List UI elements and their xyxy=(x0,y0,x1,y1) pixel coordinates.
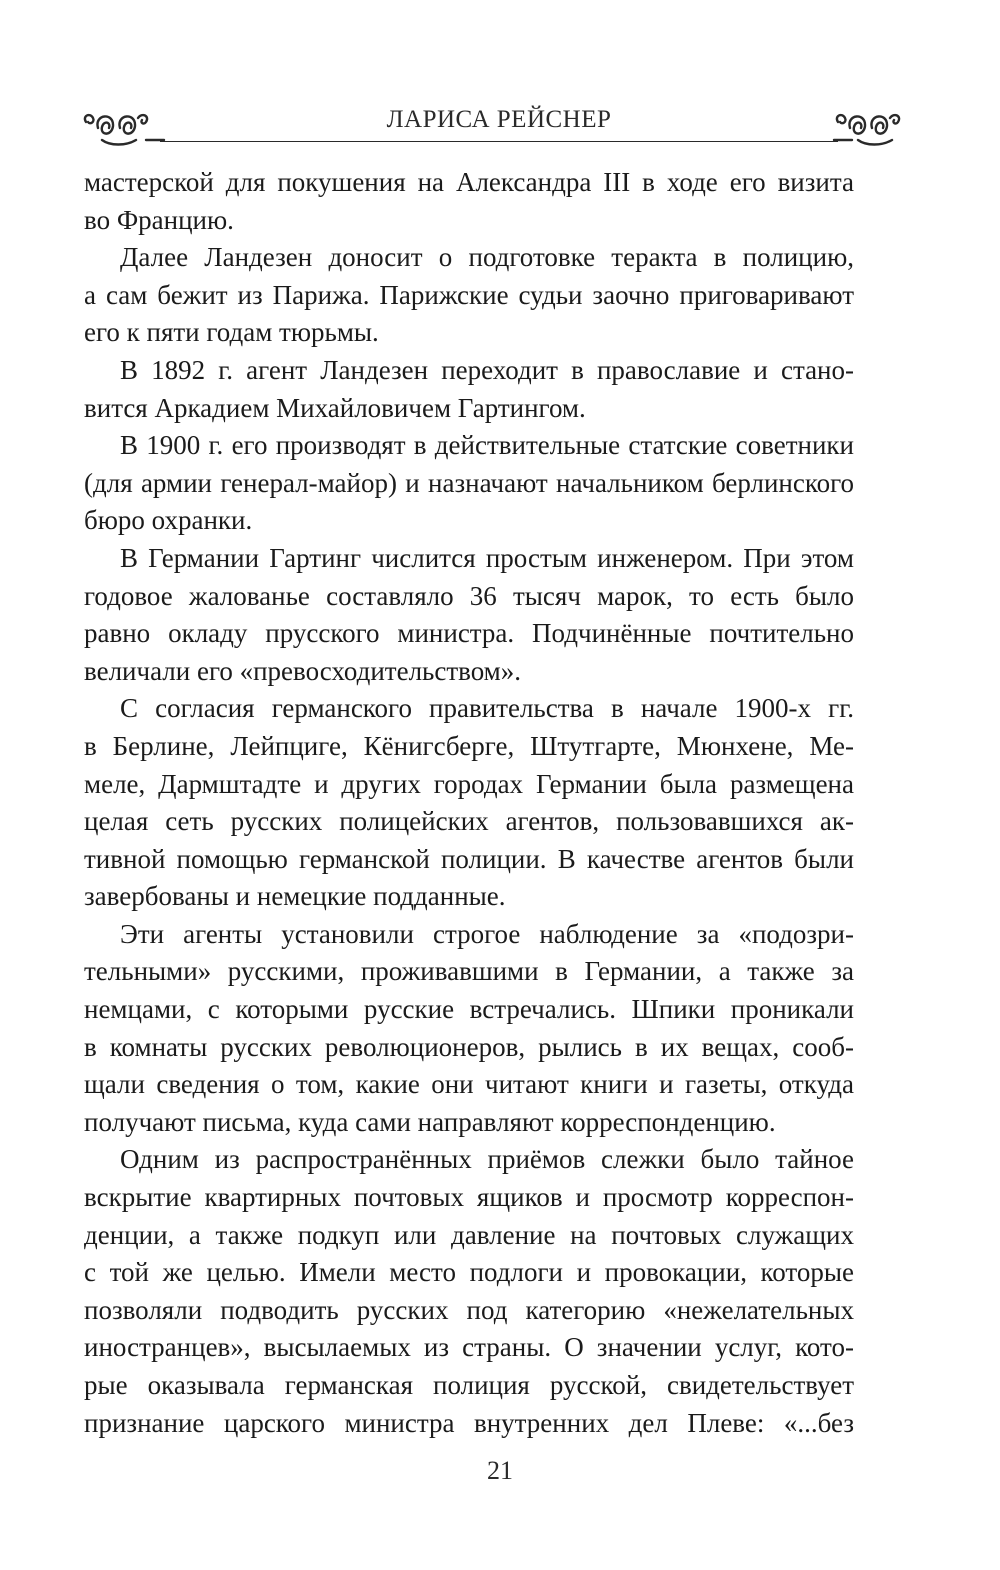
text-line: завербованы и немецкие подданные. xyxy=(84,881,506,912)
text-line: позволяли подводить русских под категорию «нежелательных xyxy=(84,1294,854,1325)
text-line: меле, Дармштадте и других городах Германии была размещена xyxy=(84,768,854,799)
text-line: рые оказывала германская полиция русской, свидетельствует xyxy=(84,1370,854,1400)
text-line: щали сведения о том, какие они читают книги и газеты, откуда xyxy=(84,1069,854,1100)
running-title: ЛАРИСА РЕЙСНЕР xyxy=(386,106,612,133)
text-line: В 1892 г. агент Ландезен переходит в православие и стано- xyxy=(120,354,854,385)
text-line: тельными» русскими, проживавшими в Германии, а также за xyxy=(84,956,854,987)
text-line: годовое жалованье составляло 36 тысяч марок, то есть было xyxy=(84,580,854,611)
text-line: признание царского министра внутренних дел Плеве: «...без xyxy=(84,1407,854,1438)
text-line: тивной помощью германской полиции. В качестве агентов были xyxy=(84,843,854,874)
text-line: получают письма, куда сами направляют корреспонденцию. xyxy=(84,1106,776,1137)
text-line: мастерской для покушения на Александра III в ходе его визита xyxy=(84,167,854,197)
text-line: В 1900 г. его производят в действительные статские советники xyxy=(120,430,854,461)
text-line: равно окладу прусского министра. Подчинённые почтительно xyxy=(84,618,854,649)
text-line: в комнаты русских революционеров, рылись в их вещах, сооб- xyxy=(84,1031,854,1062)
text-line: величали его «превосходительством». xyxy=(84,655,522,686)
text-line: бюро охранки. xyxy=(84,505,253,536)
text-line: в Берлине, Лейпциге, Кёнигсберге, Штутгарте, Мюнхене, Ме- xyxy=(84,730,854,761)
text-line: целая сеть русских полицейских агентов, пользовавшихся ак- xyxy=(84,806,854,837)
text-line: во Францию. xyxy=(84,204,234,235)
page-number: 21 xyxy=(487,1456,513,1485)
text-line: вится Аркадием Михайловичем Гартингом. xyxy=(84,392,586,423)
text-line: а сам бежит из Парижа. Парижские судьи заочно приговаривают xyxy=(84,279,854,310)
text-line: немцами, с которыми русские встречались. Шпики проникали xyxy=(84,994,854,1025)
text-line: Далее Ландезен доносит о подготовке теракта в полицию, xyxy=(120,242,854,273)
body-text xyxy=(84,164,854,1442)
running-header xyxy=(80,100,918,160)
text-line: В Германии Гартинг числится простым инженером. При этом xyxy=(120,542,854,573)
text-line: С согласия германского правительства в начале 1900-х гг. xyxy=(120,693,854,724)
text-line: Эти агенты установили строгое наблюдение за «подозри- xyxy=(120,918,854,949)
text-line: (для армии генерал-майор) и назначают начальником берлинского xyxy=(84,467,854,498)
ornament-right-icon xyxy=(832,106,918,150)
text-line: вскрытие квартирных почтовых ящиков и просмотр корреспон- xyxy=(84,1182,854,1213)
text-line: его к пяти годам тюрьмы. xyxy=(84,317,379,348)
header-rule xyxy=(160,141,838,142)
text-line: с той же целью. Имели место подлоги и провокации, которые xyxy=(84,1257,854,1288)
text-line: иностранцев», высылаемых из страны. О значении услуг, кото- xyxy=(84,1332,854,1363)
text-line: денции, а также подкуп или давление на почтовых служащих xyxy=(84,1219,854,1250)
text-line: Одним из распространённых приёмов слежки было тайное xyxy=(120,1144,854,1175)
